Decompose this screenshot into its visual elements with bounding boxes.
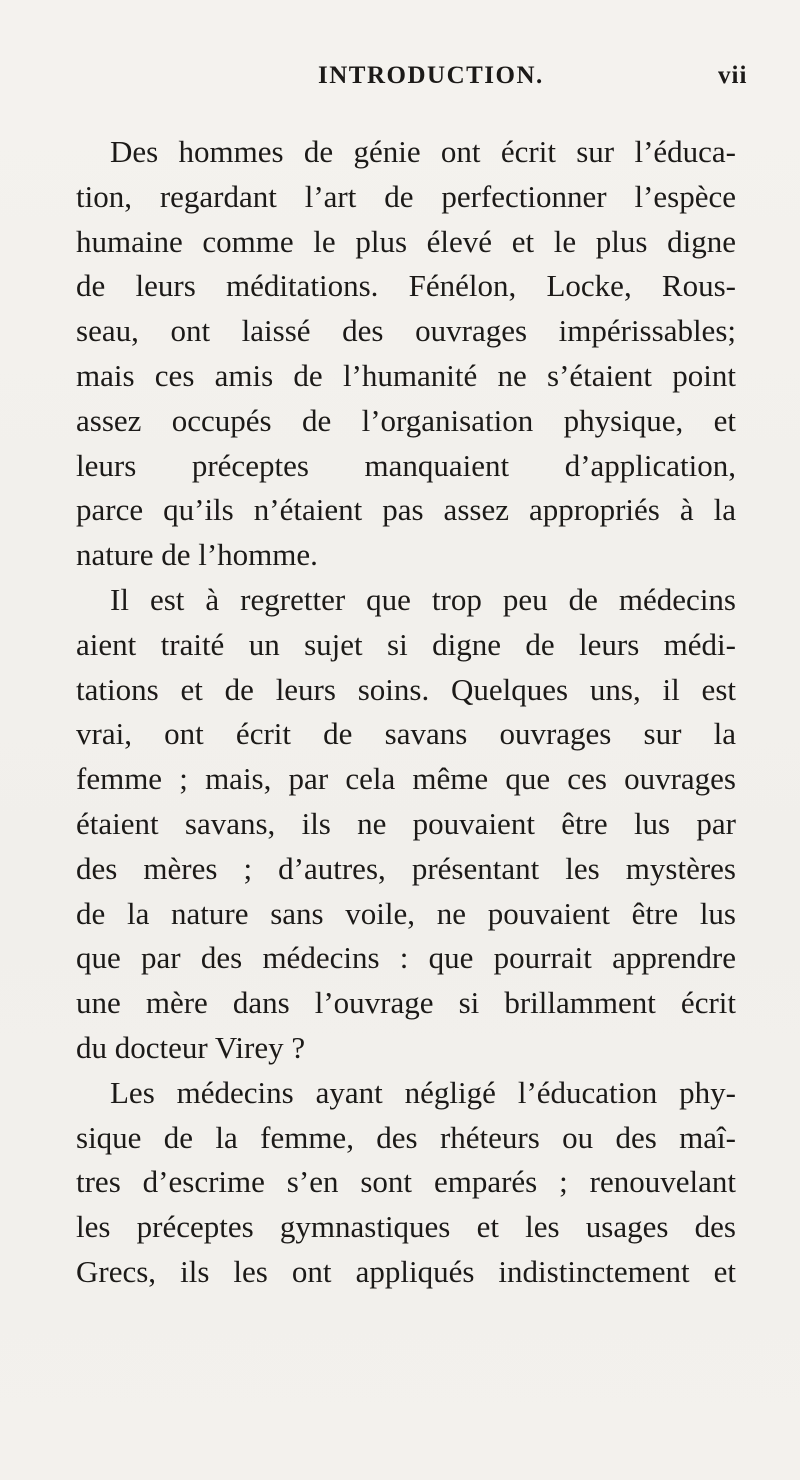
text-line: humaine comme le plus élevé et le plus digne [76, 223, 736, 259]
running-title: INTRODUCTION. [318, 62, 544, 89]
text-line: que par des médecins : que pourrait apprendre [76, 940, 736, 976]
text-line: une mère dans l’ouvrage si brillamment écrit [76, 985, 736, 1021]
page-number: vii [718, 62, 748, 89]
text-line: Les médecins ayant négligé l’éducation phy- [110, 1074, 736, 1110]
text-line: vrai, ont écrit de savans ouvrages sur la [76, 716, 736, 752]
text-line: de la nature sans voile, ne pouvaient être lus [76, 895, 736, 931]
text-line: Grecs, ils les ont appliqués indistinctement et [76, 1253, 736, 1289]
text-line: Des hommes de génie ont écrit sur l’éduca- [110, 134, 736, 169]
text-line: nature de l’homme. [76, 537, 318, 573]
text-line: du docteur Virey ? [76, 1029, 306, 1065]
text-line: sique de la femme, des rhéteurs ou des maî- [76, 1119, 736, 1155]
text-line: seau, ont laissé des ouvrages impérissables; [76, 313, 736, 349]
text-line: aient traité un sujet si digne de leurs médi- [76, 626, 736, 662]
text-line: femme ; mais, par cela même que ces ouvrages [76, 761, 736, 797]
text-line: étaient savans, ils ne pouvaient être lus par [76, 805, 736, 841]
text-line: tres d’escrime s’en sont emparés ; renouvelant [76, 1164, 736, 1200]
text-line: leurs préceptes manquaient d’application, [76, 447, 736, 483]
body-text [76, 130, 736, 1295]
text-line: des mères ; d’autres, présentant les mystères [76, 850, 736, 886]
text-line: tations et de leurs soins. Quelques uns, il est [76, 671, 736, 707]
text-line: assez occupés de l’organisation physique, et [76, 402, 736, 438]
text-line: de leurs méditations. Fénélon, Locke, Rous- [76, 268, 736, 304]
text-line: Il est à regretter que trop peu de médecins [110, 581, 736, 617]
text-line: parce qu’ils n’étaient pas assez appropriés à la [76, 492, 736, 528]
running-head [0, 62, 800, 102]
text-line: mais ces amis de l’humanité ne s’étaient point [76, 357, 736, 393]
text-line: les préceptes gymnastiques et les usages des [76, 1209, 736, 1245]
text-line: tion, regardant l’art de perfectionner l’espèce [76, 178, 736, 214]
